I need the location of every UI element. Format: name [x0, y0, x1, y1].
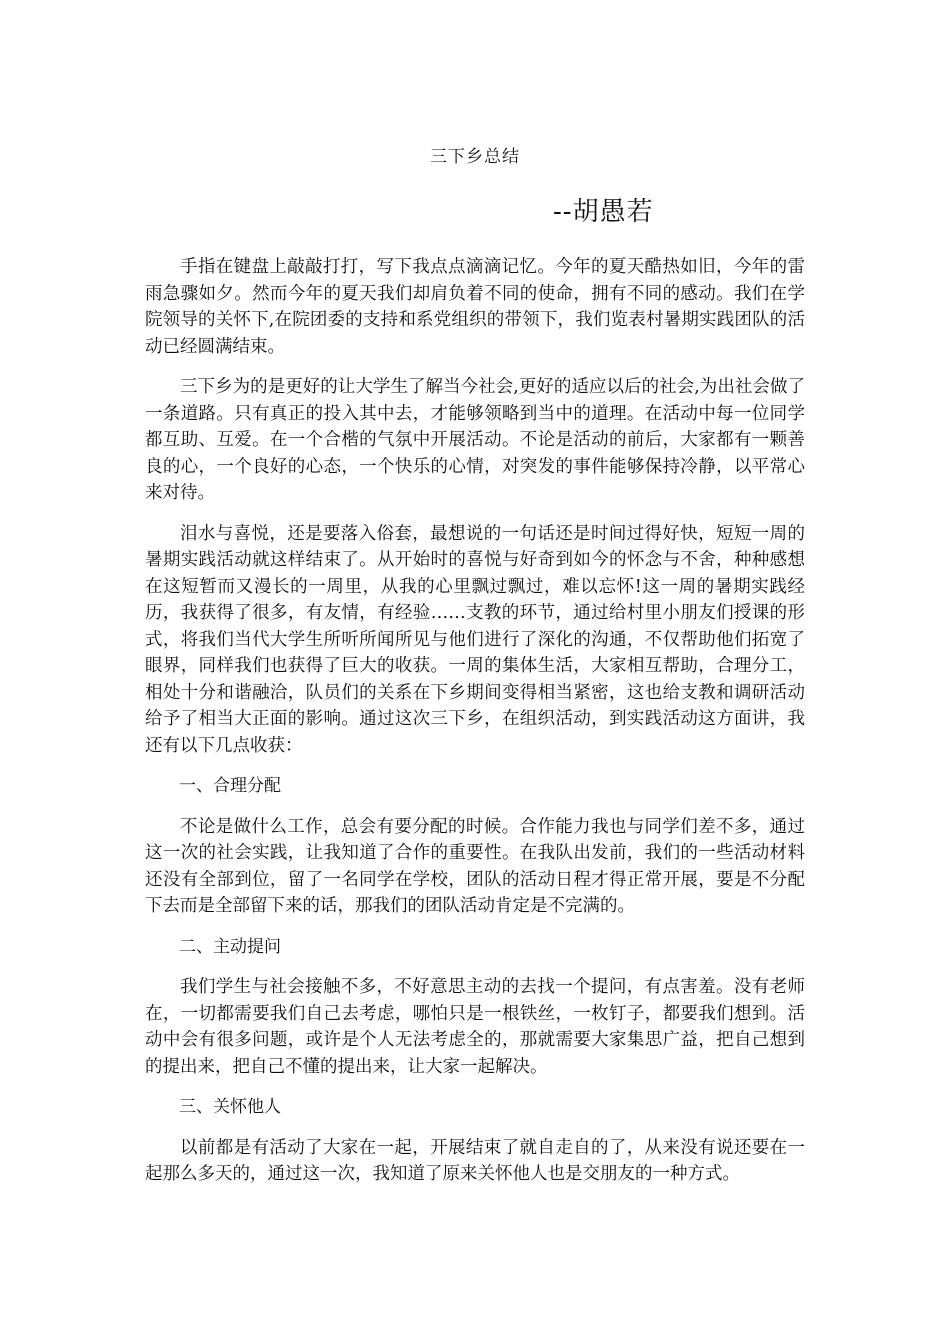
- paragraph-section-3: 以前都是有活动了大家在一起，开展结束了就自走自的了，从来没有说还要在一起那么多天的，通过这一次，我知道了原来关怀他人也是交朋友的一种方式。: [145, 1137, 805, 1184]
- document-body: [145, 254, 805, 1202]
- document-author: --胡愚若: [553, 197, 654, 227]
- document-title: 三下乡总结: [430, 147, 520, 167]
- paragraph-intro: 手指在键盘上敲敲打打，写下我点点滴滴记忆。今年的夏天酷热如旧，今年的雷雨急骤如夕。然而今年的夏天我们却肩负着不同的使命，拥有不同的感动。我们在学院领导的关怀下,在院团委的支持和系党组织的带领下，我们览表村暑期实践团队的活动已经圆满结束。: [145, 257, 805, 357]
- paragraph-section-1: 不论是做什么工作，总会有要分配的时候。合作能力我也与同学们差不多，通过这一次的社会实践，让我知道了合作的重要性。在我队出发前，我们的一些活动材料还没有全部到位，留了一名同学在学校，团队的活动日程才得正常开展，要是不分配下去而是全部留下来的话，那我们的团队活动肯定是不完满的。: [145, 816, 805, 916]
- paragraph-reflection: 泪水与喜悦，还是要落入俗套，最想说的一句话还是时间过得好快，短短一周的暑期实践活动就这样结束了。从开始时的喜悦与好奇到如今的怀念与不舍，种种感想在这短暂而又漫长的一周里，从我的心里飘过飘过，难以忘怀!这一周的暑期实践经历，我获得了很多，有友情，有经验……支教的环节，通过给村里小朋友们授课的形式，将我们当代大学生所听所闻所见与他们进行了深化的沟通，不仅帮助他们拓宽了眼界，同样我们也获得了巨大的收获。一周的集体生活，大家相互帮助，合理分工，相处十分和谐融洽，队员们的关系在下乡期间变得相当紧密，这也给支教和调研活动给予了相当大正面的影响。通过这次三下乡，在组织活动，到实践活动这方面讲，我还有以下几点收获：: [145, 523, 805, 756]
- section-heading-1: 一、合理分配: [179, 776, 281, 796]
- paragraph-section-2: 我们学生与社会接触不多，不好意思主动的去找一个提问，有点害羞。没有老师在，一切都需要我们自己去考虑，哪怕只是一根铁丝，一枚钉子，都要我们想到。活动中会有很多问题，或许是个人无法考虑全的，那就需要大家集思广益，把自己想到的提出来，把自己不懂的提出来，让大家一起解决。: [145, 977, 805, 1077]
- paragraph-purpose: 三下乡为的是更好的让大学生了解当今社会,更好的适应以后的社会,为出社会做了一条道路。只有真正的投入其中去，才能够领略到当中的道理。在活动中每一位同学都互助、互爱。在一个合楷的气氛中开展活动。不论是活动的前后，大家都有一颗善良的心，一个良好的心态，一个快乐的心情，对突发的事件能够保持冷静，以平常心来对待。: [145, 377, 805, 503]
- section-heading-2: 二、主动提问: [179, 936, 281, 957]
- section-heading-3: 三、关怀他人: [179, 1097, 281, 1117]
